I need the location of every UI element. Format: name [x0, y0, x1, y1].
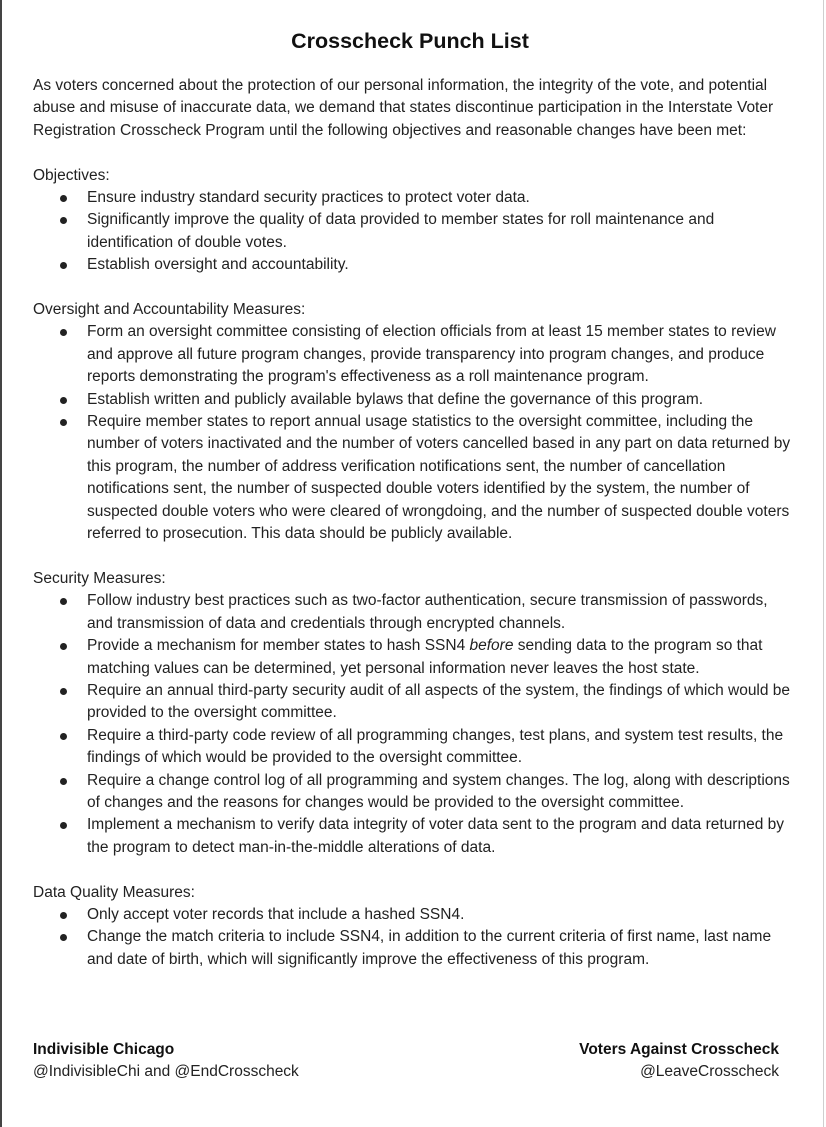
- list-item-text: Change the match criteria to include SSN4, in addition to the current criteria of first name, last name and date of birth, which will significantly improve the effectiveness of this program.: [87, 928, 772, 968]
- list-item-text: Establish written and publicly available bylaws that define the governance of this program.: [87, 390, 704, 408]
- bullet-icon: [60, 598, 67, 605]
- list-item-text: Form an oversight committee consisting of election officials from at least 15 member states to review and approve all future program changes, provide transparency into program changes, and produce reports demonstrating the program's effectiveness as a roll maintenance program.: [87, 323, 776, 386]
- right-org-name: Voters Against Crosscheck: [579, 1041, 779, 1058]
- data-quality-section: [33, 882, 793, 972]
- list-item-text-before: Provide a mechanism for member states to hash SSN4: [87, 637, 470, 655]
- list-item-text: Require member states to report annual usage statistics to the oversight committee, including the number of voters inactivated and the number of voters cancelled based in any part on data returned by this program, the number of address verification notifications sent, the number of cancellation notifications sent, the number of suspected double voters identified by the system, the number of suspected double voters who were cleared of wrongdoing, and the number of suspected double voters referred to prosecution. This data should be publicly available.: [87, 413, 791, 543]
- security-section: [33, 568, 793, 859]
- bullet-icon: [60, 419, 67, 426]
- oversight-list: [33, 321, 793, 545]
- bullet-icon: [60, 262, 67, 269]
- list-item: [33, 904, 793, 926]
- intro-paragraph: As voters concerned about the protection of our personal information, the integrity of the vote, and potential abuse and misuse of inaccurate data, we demand that states discontinue participation in the Interstate Voter Registration Crosscheck Program until the following objectives and reasonable changes have been met:: [33, 77, 774, 139]
- list-item: [33, 209, 793, 254]
- list-item-text: Establish oversight and accountability.: [87, 256, 349, 274]
- list-item: [33, 814, 793, 859]
- list-item: [33, 389, 793, 411]
- bullet-icon: [60, 688, 67, 695]
- list-item-text: Require a change control log of all programming and system changes. The log, along with descriptions of changes and the reasons for changes would be provided to the oversight committee.: [87, 771, 790, 811]
- list-item-text: Require a third-party code review of all programming changes, test plans, and system test results, the findings of which would be provided to the oversight committee.: [87, 726, 784, 767]
- bullet-icon: [60, 397, 67, 404]
- bullet-icon: [60, 643, 67, 650]
- bullet-icon: [60, 329, 67, 336]
- footer-left-signature: [33, 1039, 299, 1084]
- document-title: Crosscheck Punch List: [291, 29, 529, 53]
- bullet-icon: [60, 195, 67, 202]
- list-item-text: Ensure industry standard security practices to protect voter data.: [87, 189, 530, 207]
- data-quality-heading: Data Quality Measures:: [33, 883, 195, 901]
- list-item: [33, 926, 793, 971]
- list-item-text: Require an annual third-party security audit of all aspects of the system, the findings of which would be provided to the oversight committee.: [87, 681, 791, 722]
- list-item: [33, 680, 793, 725]
- security-heading: Security Measures:: [33, 569, 166, 587]
- objectives-list: [33, 187, 793, 277]
- list-item-text: Follow industry best practices such as two-factor authentication, secure transmission of passwords, and transmission of data and credentials through encrypted channels.: [87, 592, 768, 632]
- list-item-text: Significantly improve the quality of data provided to member states for roll maintenance and identification of double votes.: [87, 211, 715, 251]
- list-item: [33, 590, 793, 635]
- oversight-heading: Oversight and Accountability Measures:: [33, 301, 306, 319]
- bullet-icon: [60, 778, 67, 785]
- list-item: [33, 635, 793, 680]
- list-item-text: Only accept voter records that include a hashed SSN4.: [87, 905, 465, 923]
- document-body: [33, 75, 793, 971]
- bullet-icon: [60, 934, 67, 941]
- list-item: [33, 770, 793, 815]
- bullet-icon: [60, 733, 67, 740]
- security-list: [33, 590, 793, 859]
- list-item-text-after: sending data to the program so that matching values can be determined, yet personal information never leaves the host state.: [87, 637, 763, 677]
- footer-right-signature: [579, 1039, 779, 1084]
- right-org-handle: @LeaveCrosscheck: [640, 1063, 779, 1081]
- data-quality-list: [33, 904, 793, 971]
- objectives-section: [33, 165, 793, 277]
- list-item: [33, 411, 793, 545]
- signature-footer: [33, 1039, 779, 1085]
- list-item: [33, 187, 793, 209]
- list-item-text: Implement a mechanism to verify data integrity of voter data sent to the program and data returned by the program to detect man-in-the-middle alterations of data.: [87, 816, 785, 856]
- list-item: [33, 254, 793, 276]
- left-org-handles: @IndivisibleChi and @EndCrosscheck: [33, 1063, 299, 1081]
- objectives-heading: Objectives:: [33, 166, 110, 184]
- bullet-icon: [60, 217, 67, 224]
- bullet-icon: [60, 822, 67, 829]
- list-item: [33, 725, 793, 770]
- list-item-emphasis: before: [469, 637, 514, 655]
- list-item: [33, 321, 793, 388]
- oversight-section: [33, 299, 793, 545]
- bullet-icon: [60, 912, 67, 919]
- left-org-name: Indivisible Chicago: [33, 1041, 175, 1058]
